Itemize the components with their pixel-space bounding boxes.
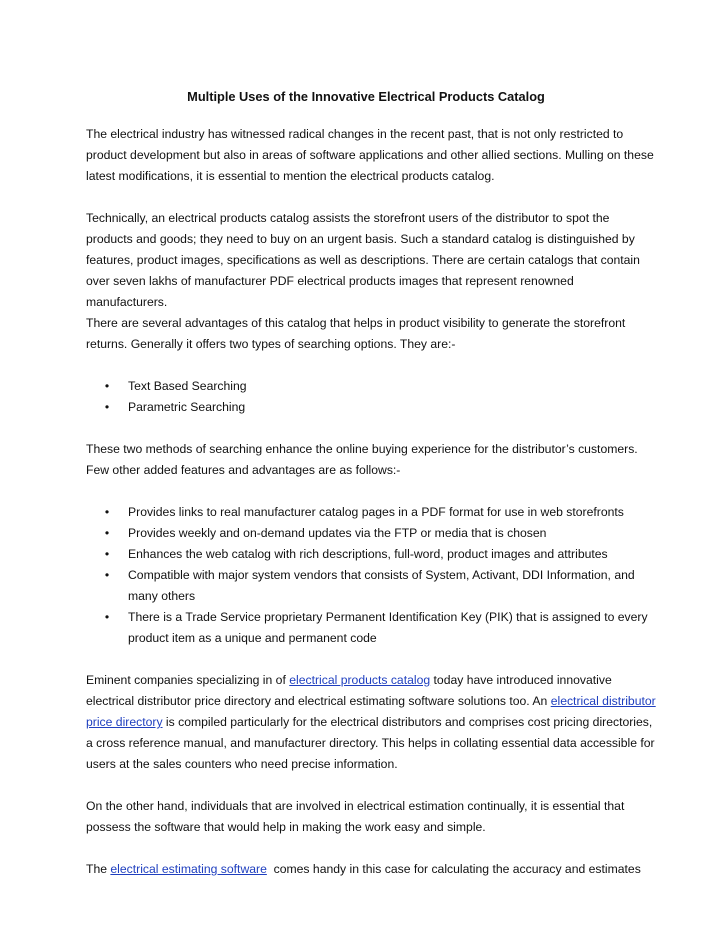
text-span: electrical distributor price directory and electrical estimating software solutions too. An	[86, 694, 551, 708]
bullet-icon: •	[104, 400, 110, 414]
list-item-text-continued: product item as a unique and permanent code	[128, 631, 377, 645]
text-line: latest modifications, it is essential to mention the electrical products catalog.	[86, 169, 495, 183]
list-item-text: Provides weekly and on-demand updates via the FTP or media that is chosen	[128, 526, 547, 540]
text-line: manufacturers.	[86, 295, 168, 309]
bullet-icon: •	[104, 610, 110, 624]
list-item	[86, 502, 646, 523]
text-span: is compiled particularly for the electrical distributors and comprises cost pricing directories,	[162, 715, 653, 729]
text-span: comes handy in this case for calculating the accuracy and estimates	[266, 862, 641, 876]
list-item	[86, 544, 646, 565]
paragraph-software	[86, 859, 646, 880]
list-item	[86, 607, 646, 649]
paragraph-companies	[86, 670, 656, 775]
text-line: a cross reference manual, and manufacturer directory. This helps in collating essential data accessible for	[86, 736, 655, 750]
text-line: possess the software that would help in making the work easy and simple.	[86, 820, 486, 834]
list-item	[86, 565, 646, 607]
text-line	[86, 670, 646, 691]
text-line: The electrical industry has witnessed radical changes in the recent past, that is not only restricted to	[86, 127, 624, 141]
features-list	[86, 502, 646, 649]
text-line: There are several advantages of this catalog that helps in product visibility to generate the storefront	[86, 316, 626, 330]
list-item-text: Enhances the web catalog with rich descriptions, full-word, product images and attributes	[128, 547, 608, 561]
paragraph-advantages	[86, 313, 646, 355]
text-line: returns. Generally it offers two types of searching options. They are:-	[86, 337, 456, 351]
list-item	[86, 376, 646, 397]
electrical-distributor-price-directory-link[interactable]: electrical distributor	[550, 694, 656, 708]
text-line: over seven lakhs of manufacturer PDF electrical products images that represent renowned	[86, 274, 574, 288]
list-item-text: There is a Trade Service proprietary Permanent Identification Key (PIK) that is assigned to every	[128, 610, 648, 624]
list-item-text: Compatible with major system vendors that consists of System, Activant, DDI Information, and	[128, 568, 635, 582]
paragraph-estimation	[86, 796, 646, 838]
text-line: products and goods; they need to buy on an urgent basis. Such a standard catalog is distinguished by	[86, 232, 635, 246]
bullet-icon: •	[104, 505, 110, 519]
text-line	[86, 712, 653, 733]
electrical-products-catalog-link[interactable]: electrical products catalog	[289, 673, 431, 687]
text-line: Technically, an electrical products catalog assists the storefront users of the distributor to spot the	[86, 211, 610, 225]
list-item-text-continued: many others	[128, 589, 196, 603]
text-line: product development but also in areas of software applications and other allied sections. Mulling on these	[86, 148, 654, 162]
text-line: These two methods of searching enhance the online buying experience for the distributor’s customers.	[86, 442, 638, 456]
text-line: On the other hand, individuals that are involved in electrical estimation continually, it is essential that	[86, 799, 625, 813]
list-item-text: Provides links to real manufacturer catalog pages in a PDF format for use in web storefronts	[128, 505, 624, 519]
list-item	[86, 523, 646, 544]
electrical-distributor-price-directory-link-continued[interactable]: price directory	[86, 715, 163, 729]
text-span: today have introduced innovative	[430, 673, 612, 687]
list-item	[86, 397, 646, 418]
text-line: users at the sales counters who need precise information.	[86, 757, 398, 771]
bullet-icon: •	[104, 526, 110, 540]
text-line: features, product images, specifications as well as descriptions. There are certain catalogs that contain	[86, 253, 640, 267]
document-body	[86, 86, 656, 901]
bullet-icon: •	[104, 379, 110, 393]
text-line	[86, 691, 656, 712]
list-item-text: Text Based Searching	[128, 379, 247, 393]
bullet-icon: •	[104, 547, 110, 561]
paragraph-methods	[86, 439, 646, 481]
text-line	[86, 859, 646, 880]
text-span: The	[86, 862, 111, 876]
bullet-icon: •	[104, 568, 110, 582]
paragraph-technical	[86, 208, 646, 313]
document-title: Multiple Uses of the Innovative Electrical Products Catalog	[187, 89, 545, 104]
search-options-list	[86, 376, 646, 418]
paragraph-intro	[86, 124, 654, 187]
electrical-estimating-software-link[interactable]: electrical estimating software	[110, 862, 267, 876]
text-span: Eminent companies specializing in of	[86, 673, 290, 687]
list-item-text: Parametric Searching	[128, 400, 246, 414]
text-line: Few other added features and advantages are as follows:-	[86, 463, 401, 477]
